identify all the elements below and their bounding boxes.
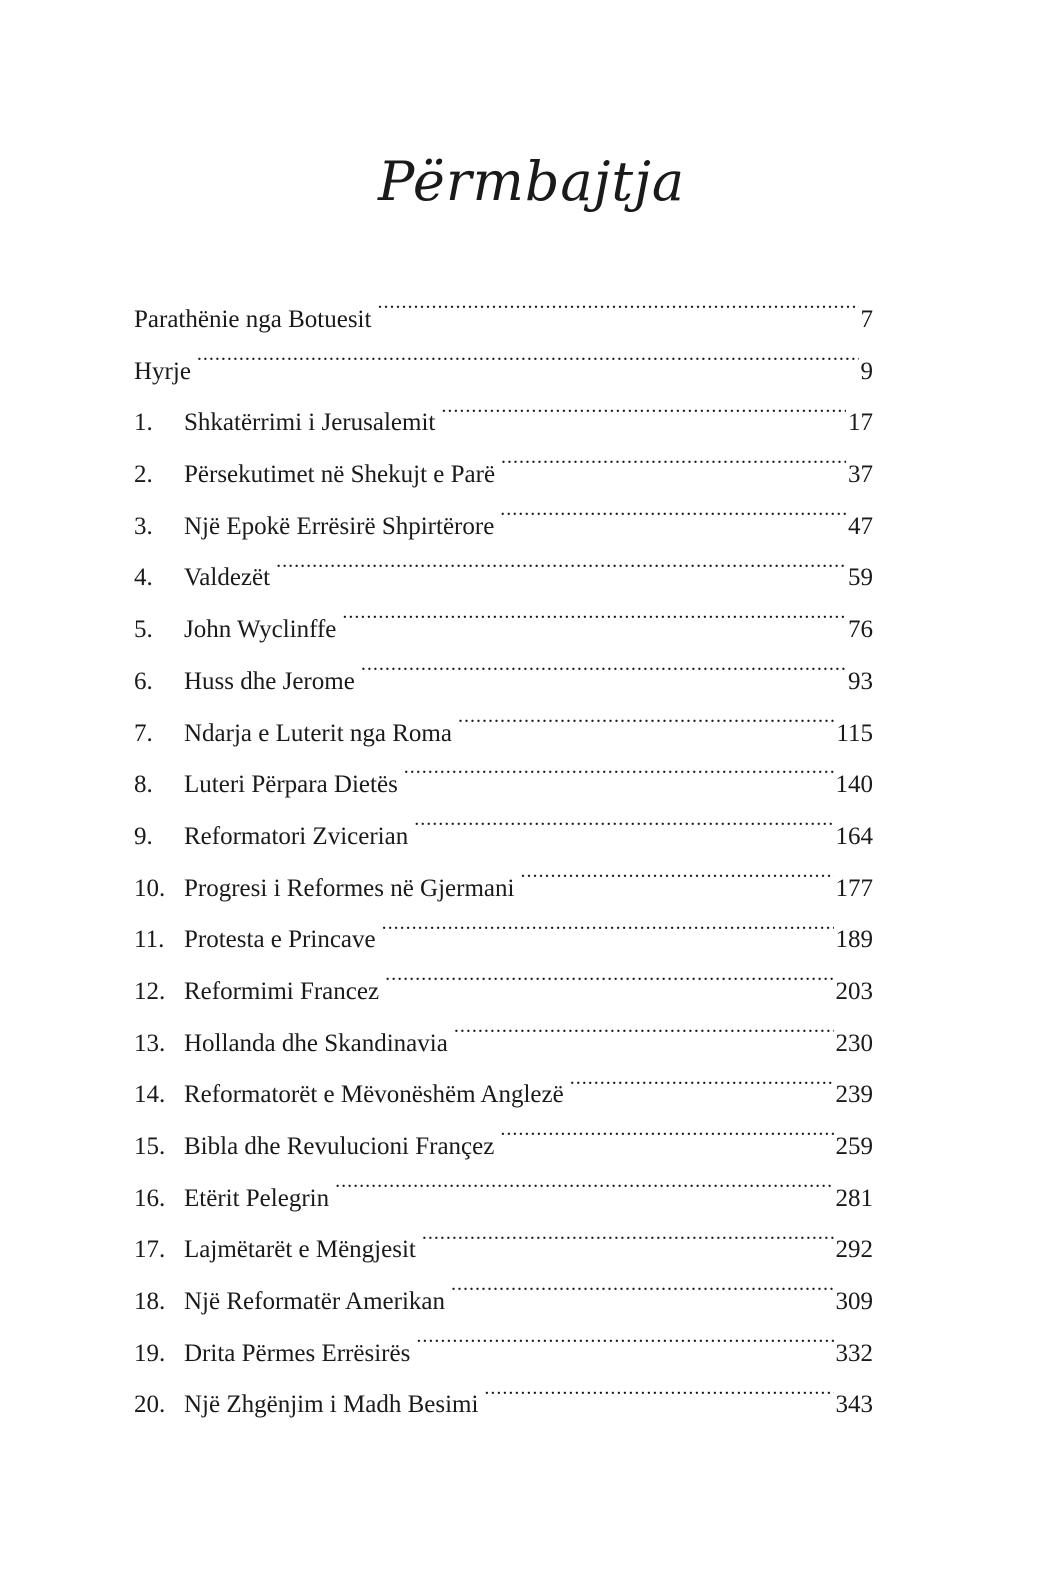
toc-entry-number: 18. xyxy=(134,1288,166,1316)
toc-leader-dots xyxy=(501,457,846,482)
toc-entry-title: Reformatorët e Mëvonëshëm Anglezë xyxy=(184,1081,564,1109)
toc-entry xyxy=(134,811,873,863)
toc-entry-number: 14. xyxy=(134,1081,166,1109)
toc-entry xyxy=(134,1224,873,1276)
toc-entry-page: 9 xyxy=(860,357,873,385)
toc-entry-title: John Wyclinffe xyxy=(184,616,337,644)
toc-entry-title: Valdezët xyxy=(184,564,271,592)
toc-leader-dots xyxy=(500,509,846,534)
toc-entry-number: 6. xyxy=(134,667,153,695)
toc-leader-dots xyxy=(570,1077,834,1102)
toc-entry xyxy=(134,1069,873,1121)
toc-leader-dots xyxy=(377,302,858,327)
toc-entry-number: 4. xyxy=(134,564,153,592)
toc-entry xyxy=(134,397,873,449)
toc-entry xyxy=(134,708,873,760)
toc-entry-page: 59 xyxy=(848,564,873,592)
toc-entry-number: 17. xyxy=(134,1236,166,1264)
toc-entry-page: 332 xyxy=(835,1339,873,1367)
toc-entry-number: 2. xyxy=(134,461,153,489)
toc-entry-page: 37 xyxy=(848,461,873,489)
toc-leader-dots xyxy=(414,819,833,844)
toc-entry xyxy=(134,966,873,1018)
toc-entry xyxy=(134,759,873,811)
toc-entry-page: 76 xyxy=(848,616,873,644)
toc-entry-page: 203 xyxy=(835,977,873,1005)
toc-entry-number: 12. xyxy=(134,977,166,1005)
toc-entry-number: 16. xyxy=(134,1184,166,1212)
toc-entry xyxy=(134,1276,873,1328)
toc-entry-page: 177 xyxy=(835,874,873,902)
toc-leader-dots xyxy=(416,1336,833,1361)
toc-entry-page: 7 xyxy=(860,306,873,333)
toc-entry-title: Progresi i Reformes në Gjermani xyxy=(184,874,515,902)
toc-entry xyxy=(134,346,873,398)
toc-entry-page: 281 xyxy=(835,1184,873,1212)
toc-entry-number: 3. xyxy=(134,512,153,540)
toc-entry-number: 10. xyxy=(134,874,166,902)
toc-entry-page: 259 xyxy=(835,1133,873,1160)
toc-entry-title: Përsekutimet në Shekujt e Parë xyxy=(184,461,496,489)
toc-leader-dots xyxy=(500,1129,833,1154)
toc-entry xyxy=(134,656,873,708)
toc-leader-dots xyxy=(451,1284,833,1309)
toc-entry-title: Etërit Pelegrin xyxy=(184,1184,330,1212)
toc-entry-page: 93 xyxy=(848,667,873,695)
toc-entry-number: 5. xyxy=(134,616,153,644)
toc-leader-dots xyxy=(335,1181,833,1206)
toc-entry-number: 13. xyxy=(134,1029,166,1057)
toc-entry-title: Huss dhe Jerome xyxy=(184,667,355,695)
toc-entry-title: Parathënie nga Botuesit xyxy=(134,306,372,333)
toc-leader-dots xyxy=(520,871,833,896)
toc-entry-page: 343 xyxy=(835,1391,873,1419)
toc-entry-title: Ndarja e Luterit nga Roma xyxy=(184,719,452,747)
toc-leader-dots xyxy=(484,1387,833,1412)
toc-entry-number: 8. xyxy=(134,771,153,799)
toc-entry-title: Drita Përmes Errësirës xyxy=(184,1339,411,1367)
toc-entry xyxy=(134,1379,873,1431)
toc-entry-page: 309 xyxy=(835,1288,873,1316)
toc-leader-dots xyxy=(441,405,846,430)
toc-entry xyxy=(134,914,873,966)
toc-entry-title: Shkatërrimi i Jerusalemit xyxy=(184,409,436,437)
table-of-contents xyxy=(134,294,873,1431)
toc-entry-title: Hollanda dhe Skandinavia xyxy=(184,1029,448,1057)
toc-entry xyxy=(134,501,873,553)
toc-entry-title: Luteri Përpara Dietës xyxy=(184,771,398,799)
toc-entry-number: 7. xyxy=(134,719,153,747)
toc-entry xyxy=(134,294,873,346)
toc-leader-dots xyxy=(458,716,834,741)
toc-leader-dots xyxy=(454,1026,834,1051)
toc-entry xyxy=(134,1018,873,1070)
toc-entry-page: 292 xyxy=(835,1236,873,1264)
toc-entry-title: Bibla dhe Revulucioni Françez xyxy=(184,1133,495,1160)
toc-entry-number: 20. xyxy=(134,1391,166,1419)
toc-entry xyxy=(134,604,873,656)
toc-leader-dots xyxy=(382,922,834,947)
toc-entry-page: 164 xyxy=(835,822,873,850)
toc-entry-number: 1. xyxy=(134,409,153,437)
toc-entry-page: 47 xyxy=(848,512,873,540)
toc-entry-page: 230 xyxy=(835,1029,873,1057)
toc-entry xyxy=(134,449,873,501)
toc-entry-title: Hyrje xyxy=(134,357,191,385)
toc-entry-page: 239 xyxy=(835,1081,873,1109)
toc-entry-number: 11. xyxy=(134,926,165,954)
page-title: Përmbajtja xyxy=(377,150,686,213)
toc-entry-page: 17 xyxy=(848,409,873,437)
toc-entry xyxy=(134,863,873,915)
toc-entry-page: 115 xyxy=(836,719,873,747)
toc-entry xyxy=(134,552,873,604)
toc-leader-dots xyxy=(197,354,859,379)
toc-entry-number: 19. xyxy=(134,1339,166,1367)
toc-leader-dots xyxy=(361,664,846,689)
toc-entry-title: Reformatori Zvicerian xyxy=(184,822,409,850)
toc-leader-dots xyxy=(385,974,833,999)
toc-entry xyxy=(134,1328,873,1380)
toc-entry-title: Një Reformatër Amerikan xyxy=(184,1288,446,1316)
toc-entry-page: 189 xyxy=(835,926,873,954)
toc-entry-title: Një Zhgënjim i Madh Besimi xyxy=(184,1391,479,1419)
toc-entry-page: 140 xyxy=(835,771,873,799)
toc-entry xyxy=(134,1173,873,1225)
toc-leader-dots xyxy=(404,767,834,792)
toc-entry-number: 15. xyxy=(134,1133,166,1160)
toc-entry xyxy=(134,1121,873,1173)
toc-leader-dots xyxy=(422,1232,834,1257)
toc-entry-title: Reformimi Francez xyxy=(184,977,380,1005)
toc-leader-dots xyxy=(276,560,846,585)
toc-entry-title: Lajmëtarët e Mëngjesit xyxy=(184,1236,416,1264)
toc-entry-title: Një Epokë Errësirë Shpirtërore xyxy=(184,512,495,540)
toc-entry-title: Protesta e Princave xyxy=(184,926,376,954)
toc-entry-number: 9. xyxy=(134,822,153,850)
toc-leader-dots xyxy=(342,612,846,637)
